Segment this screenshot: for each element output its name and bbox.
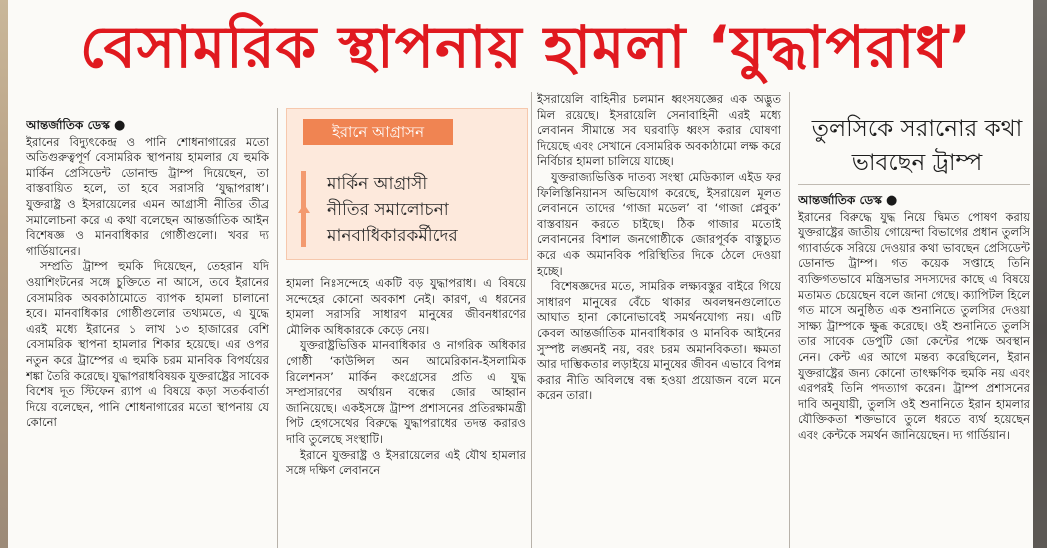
article-column-3 bbox=[537, 92, 781, 548]
paragraph: হামলা নিঃসন্দেহে একটি বড় যুদ্ধাপরাধ। এ বিষয়ে সন্দেহের কোনো অবকাশ নেই। কারণ, এ ধরনের হামলা সরাসরি সাধারণ মানুষের জীবনধারণের মৌলিক অধিকারকে কেড়ে নেয়। bbox=[286, 276, 526, 337]
column-divider bbox=[789, 92, 790, 548]
paragraph: যুক্তরাষ্ট্রভিত্তিক মানবাধিকার ও নাগরিক অধিকার গোষ্ঠী ‘কাউন্সিল অন আমেরিকান-ইসলামিক রিলেশনস’ মার্কিন কংগ্রেসের প্রতি এ যুদ্ধ সম্প্রসারণের অর্থায়ন বন্ধের জোর আহ্বান জানিয়েছে। একইসঙ্গে ট্রাম্প প্রশাসনের প্রতিরক্ষামন্ত্রী পিট হেগসেথের বিরুদ্ধে যুদ্ধাপরাধের তদন্ত করারও দাবি তুলেছে সংস্থাটি। bbox=[286, 338, 526, 446]
column-divider bbox=[531, 92, 532, 548]
paragraph: ইরানের বিদ্যুৎকেন্দ্র ও পানি শোধনাগারের মতো অতিগুরুত্বপূর্ণ বেসামরিক স্থাপনায় হামলার যে হুমকি মার্কিন প্রেসিডেন্ট ডোনাল্ড ট্রাম্প দিয়েছেন, তা বাস্তবায়িত হলে, তা হবে সরাসরি ‘যুদ্ধাপরাধ’। যুক্তরাষ্ট্র ও ইসরায়েলের এমন আগ্রাসী নীতির তীব্র সমালোচনা করে এ কথা বলেছেন আন্তর্জাতিক আইন বিশেষজ্ঞ ও মানবাধিকার গোষ্ঠীগুলো। খবর দ্য গার্ডিয়ানের। bbox=[26, 134, 269, 258]
bullet-dot-icon: ● bbox=[886, 193, 898, 208]
paragraph: ইরানে যুক্তরাষ্ট্র ও ইসরায়েলের এই যৌথ হামলার সঙ্গে দক্ষিণ লেবাননে bbox=[286, 447, 526, 478]
side-headline-rule bbox=[798, 184, 1030, 185]
box-line-2: নীতির সমালোচনা bbox=[327, 200, 449, 220]
main-headline: বেসামরিক স্থাপনায় হামলা ‘যুদ্ধাপরাধ’ bbox=[80, 13, 972, 81]
box-accent-triangle bbox=[298, 204, 310, 213]
paragraph: ইরানের বিরুদ্ধে যুদ্ধ নিয়ে দ্বিমত পোষণ করায় যুক্তরাষ্ট্রের জাতীয় গোয়েন্দা বিভাগের প্রধান তুলসি গ্যাবার্ডকে সরিয়ে দেওয়ার কথা ভাবছেন প্রেসিডেন্ট ডোনাল্ড ট্রাম্প। গত কয়েক সপ্তাহে তিনি ব্যক্তিগতভাবে মন্ত্রিসভার সদস্যদের কাছে এ বিষয়ে মতামত চেয়েছেন বলে জানা গেছে। ক্যাপিটল হিলে গত মাসে অনুষ্ঠিত এক শুনানিতে তুলসির দেওয়া সাক্ষ্য ট্রাম্পকে ক্ষুব্ধ করেছে। ওই শুনানিতে তুলসি তার সাবেক ডেপুটি জো কেন্টের পক্ষে অবস্থান নেন। কেন্ট এর আগে মন্তব্য করেছিলেন, ইরান যুক্তরাষ্ট্রের জন্য কোনো তাৎক্ষণিক হুমকি নয় এবং এরপরই তিনি পদত্যাগ করেন। ট্রাম্প প্রশাসনের দাবি অনুযায়ী, তুলসি ওই শুনানিতে ইরান হামলার যৌক্তিকতা শক্তভাবে তুলে ধরতে ব্যর্থ হয়েছেন এবং কেন্টকে সমর্থন জানিয়েছেন। দ্য গার্ডিয়ান। bbox=[798, 209, 1030, 442]
page-edge-left bbox=[0, 0, 8, 548]
desk-label bbox=[26, 118, 269, 134]
paragraph: সম্প্রতি ট্রাম্প হুমকি দিয়েছেন, তেহরান যদি ওয়াশিংটনের সঙ্গে চুক্তিতে না আসে, তবে ইরানের বেসামরিক অবকাঠামোতে ব্যাপক হামলা চালানো হবে। মানবাধিকার গোষ্ঠীগুলোর তথ্যমতে, এ যুদ্ধে এরই মধ্যে ইরানের ১ লাখ ১৩ হাজারের বেশি বেসামরিক স্থাপনা হামলার শিকার হয়েছে। এর ওপর নতুন করে ট্রাম্পের এ হুমকি চরম মানবিক বিপর্যয়ের শঙ্কা তৈরি করেছে। যুদ্ধাপরাধবিষয়ক যুক্তরাষ্ট্রের সাবেক বিশেষ দূত স্টিফেন র‍্যাপ এ বিষয়ে কড়া সতর্কবার্তা দিয়ে বলেছেন, পানি শোধনাগারের মতো স্থাপনায় যে কোনো bbox=[26, 259, 269, 430]
column-divider bbox=[277, 108, 278, 548]
bullet-dot-icon: ● bbox=[114, 118, 126, 133]
box-line-1: মার্কিন আগ্রাসী bbox=[327, 174, 428, 194]
article-column-2 bbox=[286, 276, 526, 548]
side-story-headline: তুলসিকে সরানোর কথা ভাবছেন ট্রাম্প bbox=[811, 116, 1023, 176]
desk-label-text: আন্তর্জাতিক ডেস্ক bbox=[26, 118, 110, 132]
page-edge-right bbox=[1033, 0, 1047, 548]
box-tag: ইরানে আগ্রাসন bbox=[303, 119, 453, 145]
box-line-3: মানবাধিকারকর্মীদের bbox=[327, 226, 458, 246]
paragraph: যুক্তরাজ্যভিত্তিক দাতব্য সংস্থা মেডিক্যাল এইড ফর ফিলিস্তিনিয়ানস অভিযোগ করেছে, ইসরায়েল মূলত লেবাননে তাদের ‘গাজা মডেল’ বা ‘গাজা প্লেবুক’ বাস্তবায়ন করতে চাইছে। ঠিক গাজার মতোই লেবাননের বিশাল জনগোষ্ঠীকে জোরপূর্বক বাস্তুচ্যুত করে এক অমানবিক পরিস্থিতির দিকে ঠেলে দেওয়া হচ্ছে। bbox=[537, 169, 781, 278]
article-column-1 bbox=[26, 118, 269, 548]
desk-label-text: আন্তর্জাতিক ডেস্ক bbox=[798, 193, 882, 207]
desk-label bbox=[798, 193, 1030, 209]
paragraph: ইসরায়েলি বাহিনীর চলমান ধ্বংসযজ্ঞের এক অদ্ভুত মিল রয়েছে। ইসরায়েলি সেনাবাহিনী এরই মধ্যে লেবানন সীমান্তে সব ঘরবাড়ি ধ্বংস করার ঘোষণা দিয়েছে এবং সেখানে বেসামরিক অবকাঠামো লক্ষ করে নির্বিচার হামলা চালিয়ে যাচ্ছে। bbox=[537, 92, 781, 169]
highlight-box bbox=[286, 108, 528, 260]
paragraph: বিশেষজ্ঞদের মতে, সামরিক লক্ষ্যবস্তুর বাইরে গিয়ে সাধারণ মানুষের বেঁচে থাকার অবলম্বনগুলোতে আঘাত হানা কোনোভাবেই সমর্থনযোগ্য নয়। এটি কেবল আন্তর্জাতিক মানবাধিকার ও মানবিক আইনের সুস্পষ্ট লঙ্ঘনই নয়, বরং চরম অমানবিকতা। ক্ষমতা আর দাম্ভিকতার লড়াইয়ে মানুষের জীবন এভাবে বিপন্ন করার নীতি অবিলম্বে বন্ধ হওয়া প্রয়োজন বলে মনে করেন তারা। bbox=[537, 279, 781, 403]
side-story-column bbox=[798, 193, 1030, 548]
